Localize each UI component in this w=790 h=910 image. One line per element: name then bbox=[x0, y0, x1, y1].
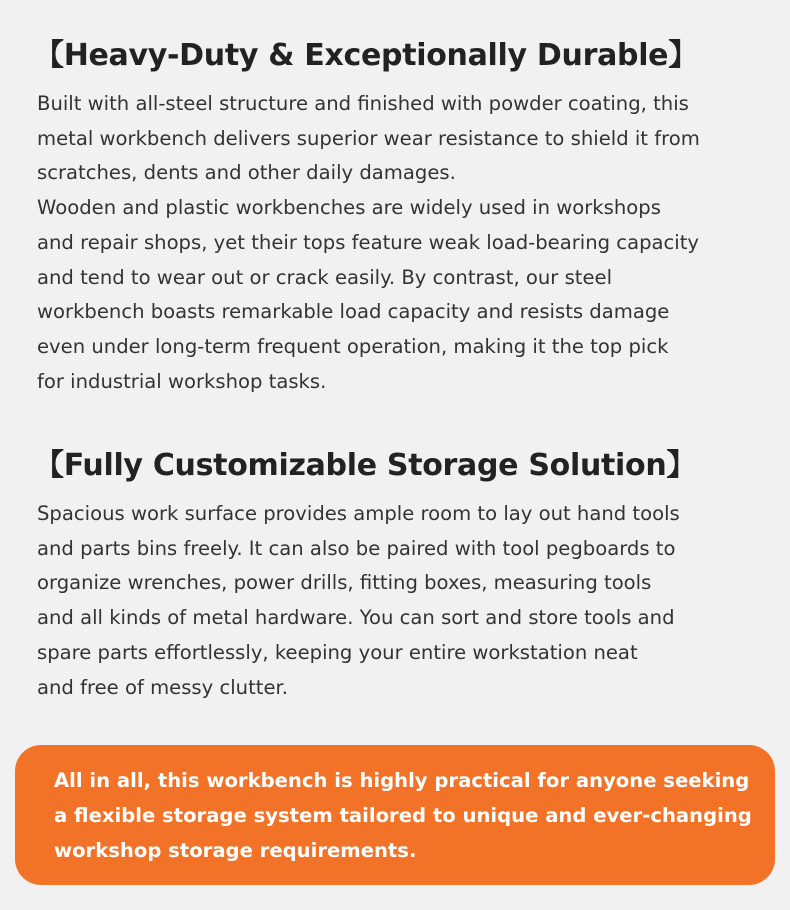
summary-line: a flexible storage system tailored to unique and ever-changing bbox=[54, 804, 752, 827]
storage-heading: 【Fully Customizable Storage Solution】 bbox=[34, 448, 697, 483]
summary-line: All in all, this workbench is highly practical for anyone seeking bbox=[54, 769, 750, 792]
paragraph-line: and tend to wear out or crack easily. By contrast, our steel bbox=[37, 265, 613, 289]
summary-text bbox=[54, 763, 752, 868]
paragraph-line: organize wrenches, power drills, fitting boxes, measuring tools bbox=[37, 571, 652, 595]
paragraph-line: for industrial workshop tasks. bbox=[37, 369, 327, 393]
paragraph-line: Wooden and plastic workbenches are widely used in workshops bbox=[37, 196, 661, 220]
summary-callout bbox=[15, 745, 775, 885]
durability-paragraph bbox=[37, 87, 700, 399]
paragraph-line: and all kinds of metal hardware. You can sort and store tools and bbox=[37, 606, 675, 630]
paragraph-line: and free of messy clutter. bbox=[37, 675, 288, 699]
paragraph-line: even under long-term frequent operation, making it the top pick bbox=[37, 334, 669, 358]
paragraph-line: metal workbench delivers superior wear resistance to shield it from bbox=[37, 126, 700, 150]
paragraph-line: Built with all-steel structure and finished with powder coating, this bbox=[37, 92, 689, 115]
paragraph-line: and repair shops, yet their tops feature weak load-bearing capacity bbox=[37, 230, 700, 254]
storage-paragraph bbox=[37, 497, 680, 705]
paragraph-line: and parts bins freely. It can also be paired with tool pegboards to bbox=[37, 536, 676, 560]
paragraph-line: Spacious work surface provides ample room to lay out hand tools bbox=[37, 502, 680, 525]
paragraph-line: spare parts effortlessly, keeping your entire workstation neat bbox=[37, 640, 638, 664]
durability-heading: 【Heavy-Duty & Exceptionally Durable】 bbox=[34, 38, 698, 73]
paragraph-line: workbench boasts remarkable load capacity and resists damage bbox=[37, 300, 670, 324]
paragraph-line: scratches, dents and other daily damages. bbox=[37, 161, 456, 185]
summary-line: workshop storage requirements. bbox=[54, 839, 417, 862]
